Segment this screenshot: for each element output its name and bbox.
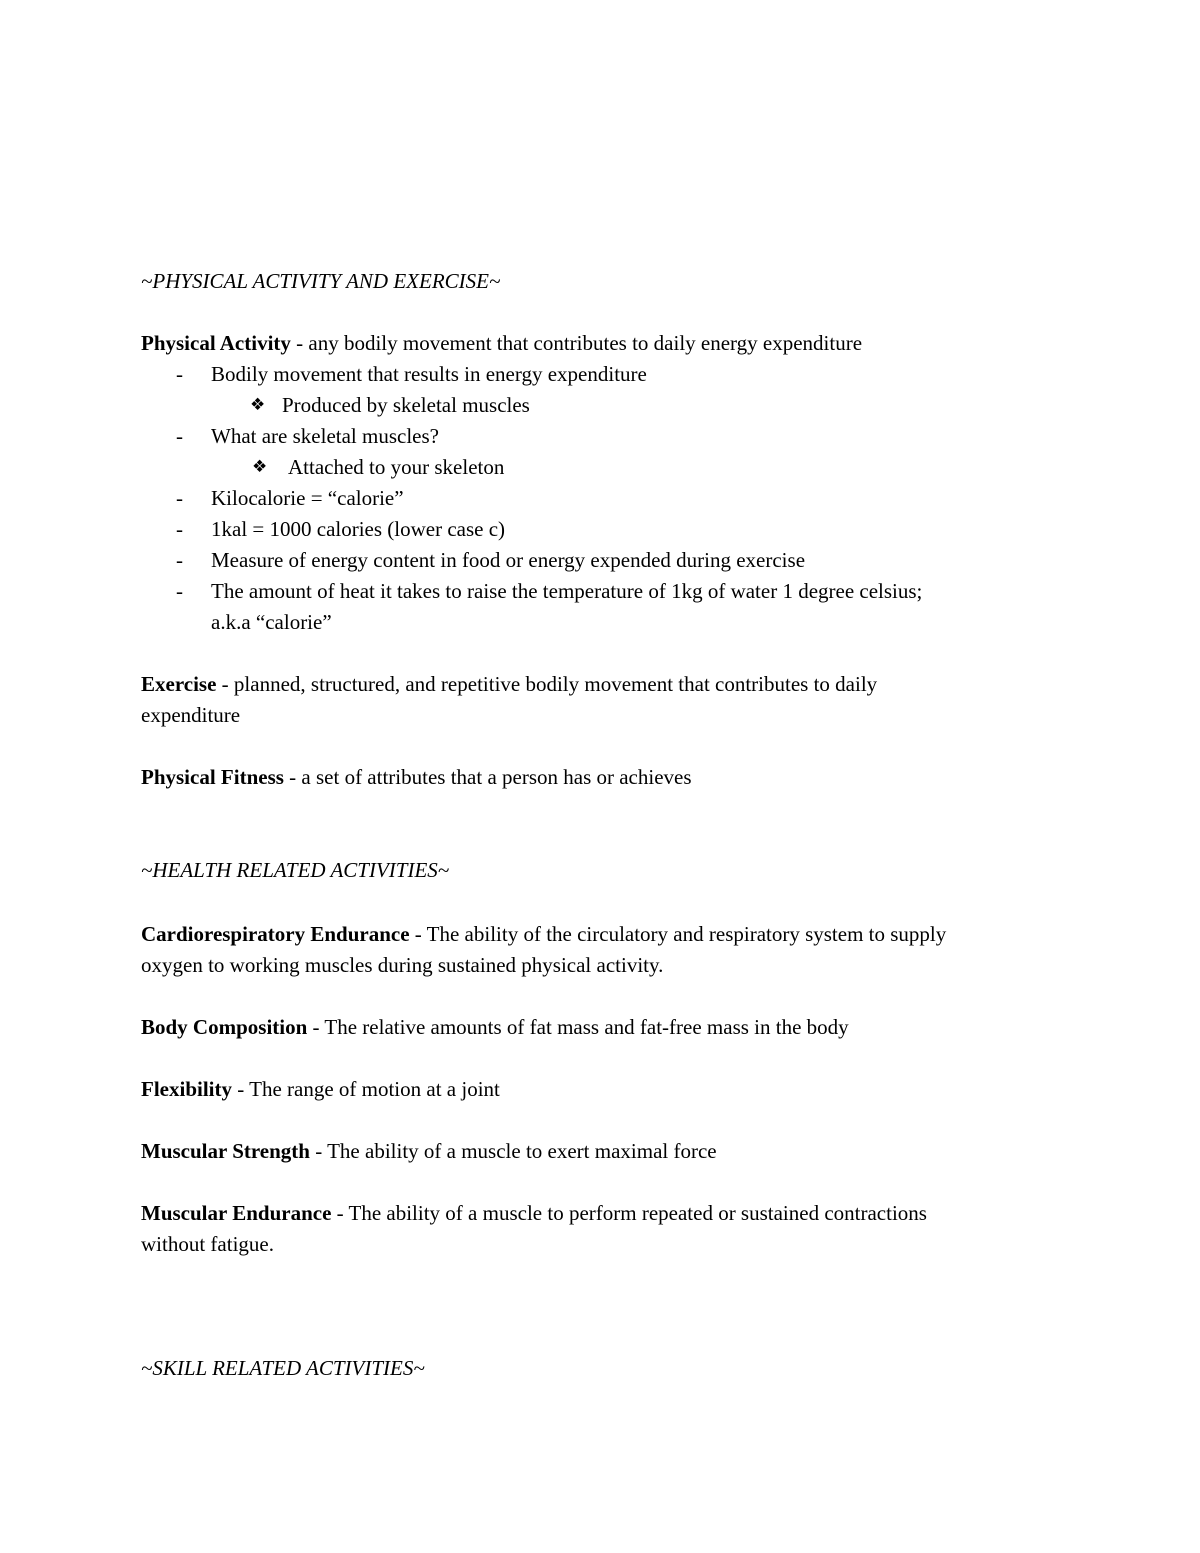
sub-list-item: Attached to your skeleton — [288, 455, 505, 479]
dash-bullet-marker: - — [176, 486, 183, 510]
definition-text: - any bodily movement that contributes to daily energy expenditure — [290, 331, 863, 355]
dash-bullet-marker: - — [176, 362, 183, 386]
list-item: 1kal = 1000 calories (lower case c) — [211, 517, 506, 541]
list-item-continuation: a.k.a “calorie” — [211, 610, 332, 634]
section-heading-physical-activity: ~PHYSICAL ACTIVITY AND EXERCISE~ — [141, 269, 501, 293]
dash-bullet-marker: - — [176, 548, 183, 572]
definition-text: - planned, structured, and repetitive bodily movement that contributes to daily — [216, 672, 878, 696]
list-item: Bodily movement that results in energy expenditure — [211, 362, 647, 386]
definition-muscular-endurance-continuation: without fatigue. — [141, 1232, 274, 1256]
section-heading-skill-related: ~SKILL RELATED ACTIVITIES~ — [141, 1356, 425, 1380]
term-exercise: Exercise — [141, 672, 217, 696]
definition-body-composition — [141, 1014, 849, 1040]
dash-bullet-marker: - — [176, 424, 183, 448]
definition-exercise-continuation: expenditure — [141, 703, 241, 727]
definition-physical-fitness — [141, 764, 692, 790]
list-item: Measure of energy content in food or energy expended during exercise — [211, 548, 806, 572]
definition-exercise — [141, 671, 877, 697]
definition-text: - The ability of the circulatory and respiratory system to supply — [409, 922, 947, 946]
definition-text: - The relative amounts of fat mass and fat-free mass in the body — [307, 1015, 849, 1039]
definition-physical-activity — [141, 330, 862, 356]
definition-muscular-strength — [141, 1138, 717, 1164]
definition-text: - The range of motion at a joint — [232, 1077, 500, 1101]
term-flexibility: Flexibility — [141, 1077, 232, 1101]
definition-text: - The ability of a muscle to exert maximal force — [309, 1139, 717, 1163]
diamond-bullet-icon: ❖ — [250, 395, 266, 415]
dash-bullet-marker: - — [176, 517, 183, 541]
list-item: What are skeletal muscles? — [211, 424, 439, 448]
term-physical-fitness: Physical Fitness — [141, 765, 284, 789]
list-item: Kilocalorie = “calorie” — [211, 486, 404, 510]
term-physical-activity: Physical Activity — [141, 331, 291, 355]
definition-text: - The ability of a muscle to perform repeated or sustained contractions — [331, 1201, 927, 1225]
list-item: The amount of heat it takes to raise the temperature of 1kg of water 1 degree celsius; — [211, 579, 923, 603]
term-cardiorespiratory-endurance: Cardiorespiratory Endurance — [141, 922, 410, 946]
term-muscular-endurance: Muscular Endurance — [141, 1201, 332, 1225]
definition-cardiorespiratory-endurance — [141, 921, 946, 947]
term-muscular-strength: Muscular Strength — [141, 1139, 310, 1163]
dash-bullet-marker: - — [176, 579, 183, 603]
section-heading-health-related: ~HEALTH RELATED ACTIVITIES~ — [141, 858, 450, 882]
term-body-composition: Body Composition — [141, 1015, 308, 1039]
definition-cardio-continuation: oxygen to working muscles during sustained physical activity. — [141, 953, 664, 977]
diamond-bullet-icon: ❖ — [252, 457, 268, 477]
definition-muscular-endurance — [141, 1200, 927, 1226]
definition-flexibility — [141, 1076, 500, 1102]
sub-list-item: Produced by skeletal muscles — [282, 393, 530, 417]
definition-text: - a set of attributes that a person has or achieves — [283, 765, 692, 789]
